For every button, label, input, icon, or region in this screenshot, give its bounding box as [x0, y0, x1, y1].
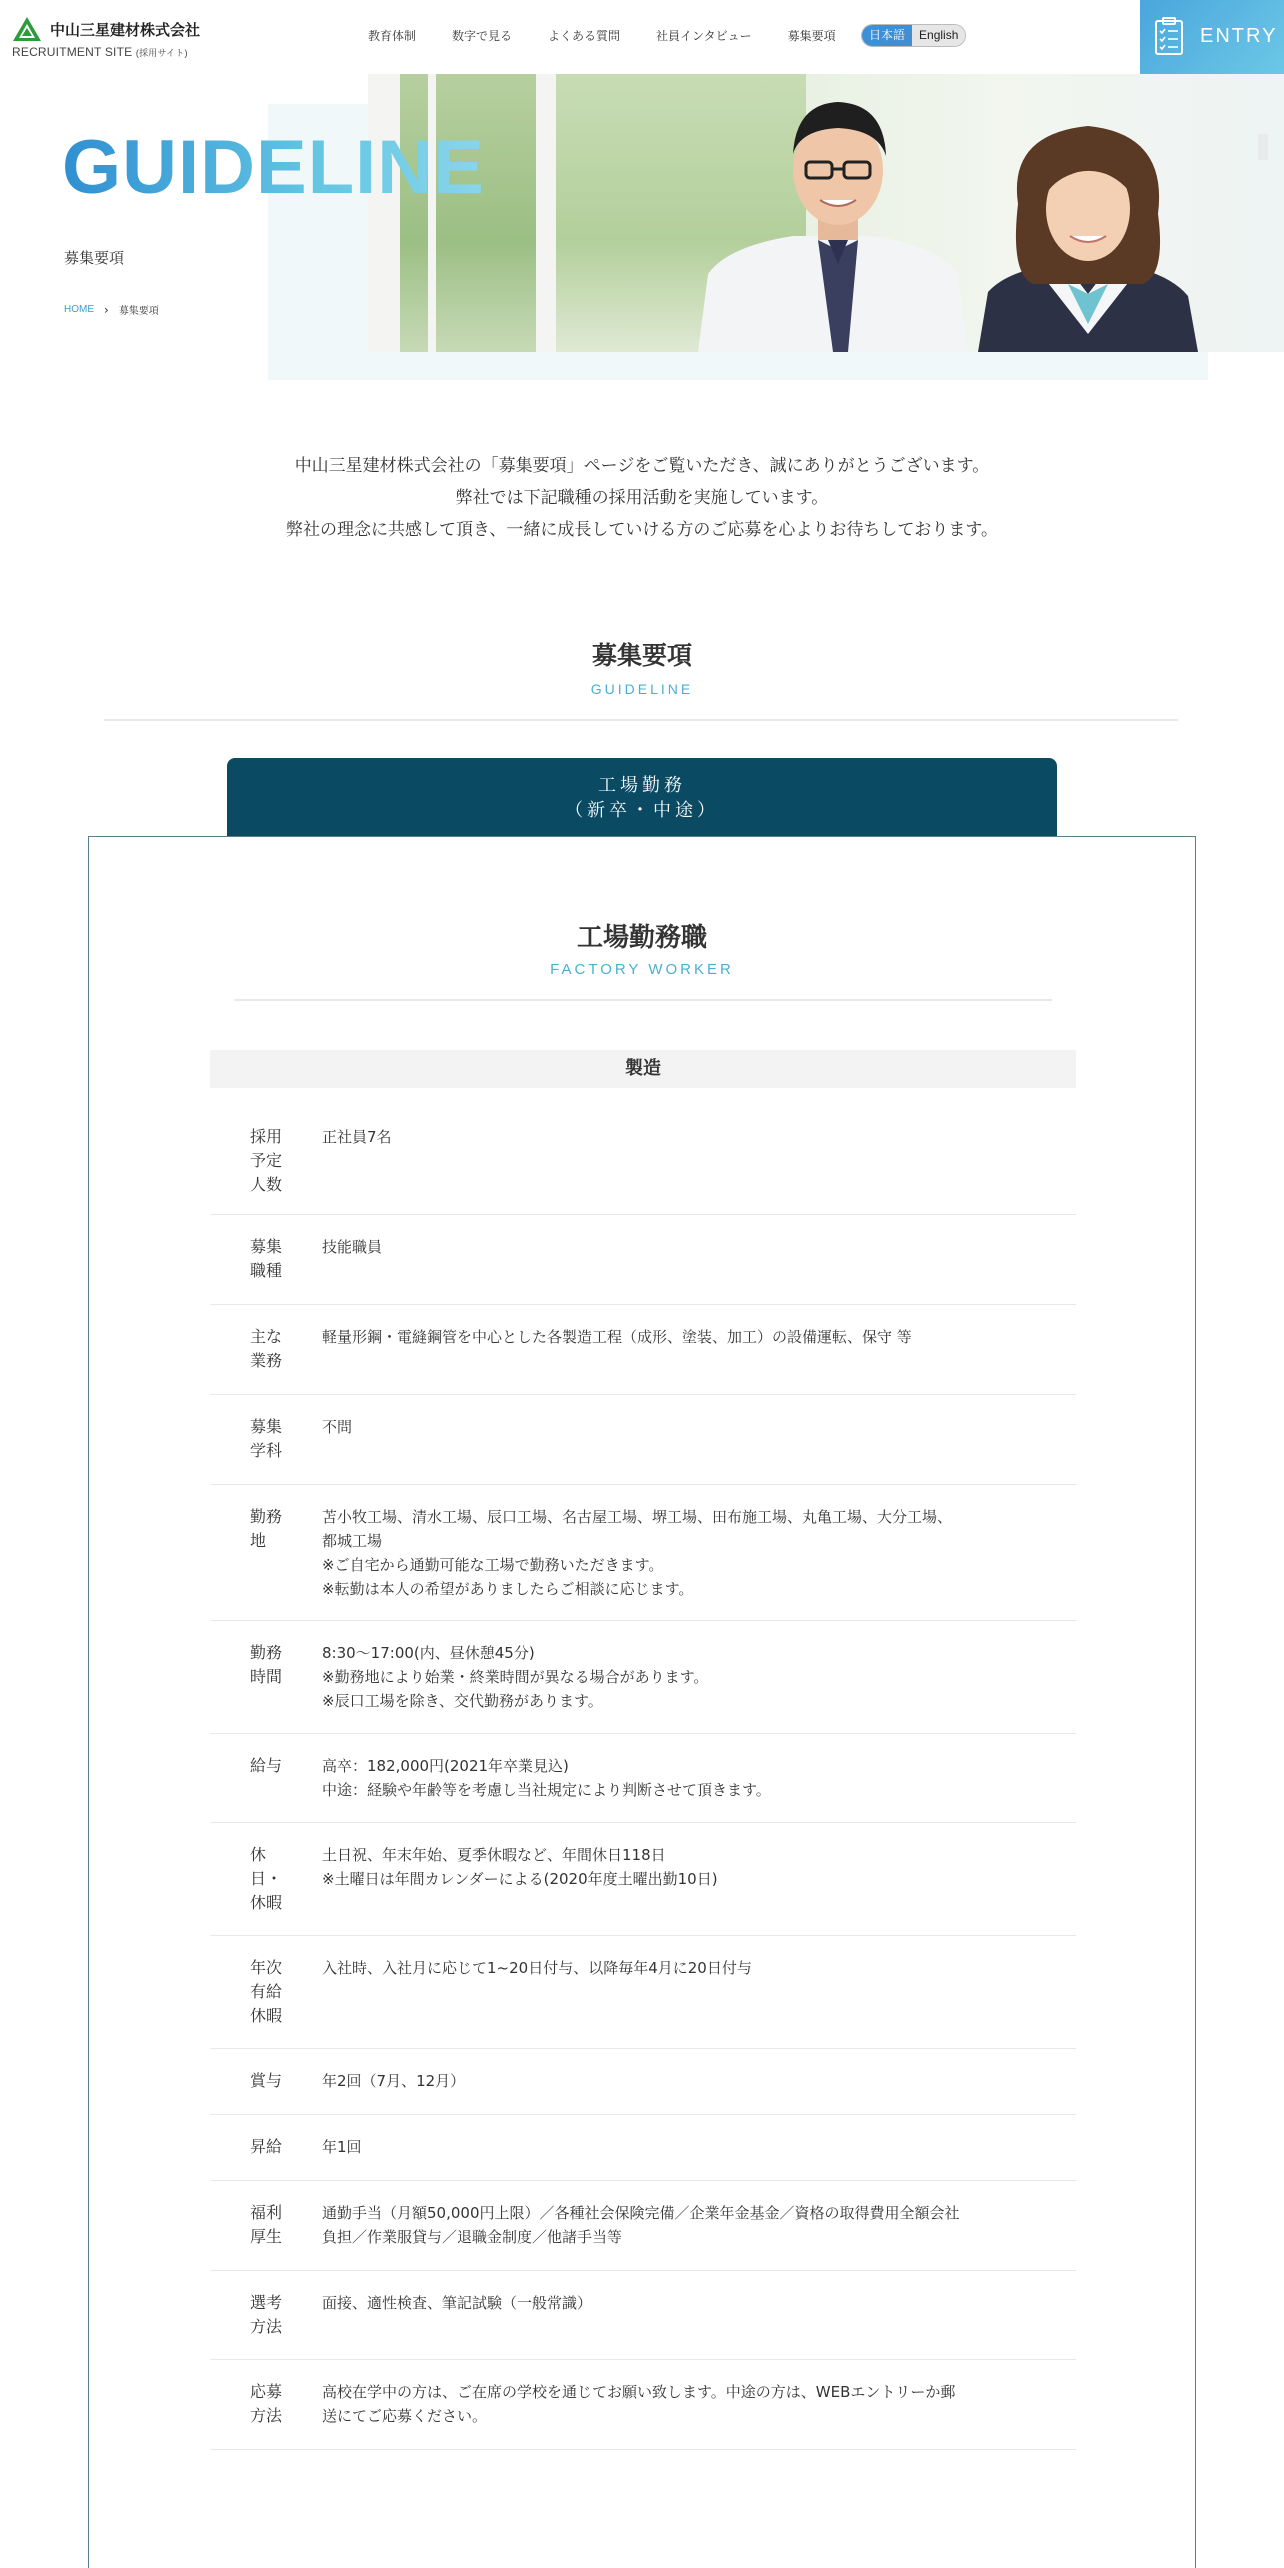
detail-row-value	[322, 1325, 1076, 1394]
detail-row-value	[322, 2380, 1076, 2449]
detail-row-label-text: 募集	[250, 1417, 283, 1436]
detail-row-label-text: 年次	[250, 1958, 283, 1977]
site-header	[0, 0, 1284, 74]
detail-row-value-line: 高卒：182,000円(2021年卒業見込)	[322, 1757, 569, 1775]
section-title: 募集要項	[591, 641, 692, 670]
detail-row-label	[210, 2135, 322, 2180]
detail-row-value-line: 正社員7名	[322, 1128, 392, 1146]
detail-row-label	[210, 2291, 322, 2359]
detail-row-value	[322, 1415, 1076, 1484]
tab-label-line1: 工場勤務	[598, 775, 686, 796]
job-category: 製造	[210, 1050, 1076, 1088]
detail-row-label-text: 応募	[250, 2382, 283, 2401]
detail-row-label-text: 地	[250, 1531, 267, 1550]
breadcrumb-home[interactable]: HOME	[64, 304, 94, 315]
detail-row	[210, 2115, 1076, 2181]
detail-row-label	[210, 1415, 322, 1484]
detail-row-value	[322, 1125, 1076, 1214]
detail-row-value-line: 土日祝、年末年始、夏季休暇など、年間休日118日	[322, 1846, 666, 1864]
detail-row	[210, 2360, 1076, 2450]
lang-english[interactable]: English	[912, 25, 965, 46]
detail-row-label-text: 休暇	[250, 1893, 283, 1912]
entry-label: ENTRY	[1200, 25, 1278, 47]
logo-company-name: 中山三星建材株式会社	[50, 21, 201, 39]
detail-row-label	[210, 1235, 322, 1304]
logo-subtitle	[12, 45, 188, 59]
detail-row-value	[322, 1843, 1076, 1935]
detail-row-value-line: ※辰口工場を除き、交代勤務があります。	[322, 1692, 603, 1710]
detail-row-label-text: 福利	[250, 2203, 283, 2222]
detail-row-label-text: 日・	[250, 1869, 283, 1888]
detail-row-label-text: 方法	[250, 2406, 283, 2425]
detail-row-label-text: 昇給	[250, 2137, 283, 2156]
job-title-en: FACTORY WORKER	[550, 961, 734, 978]
section-divider	[104, 719, 1178, 721]
detail-row	[210, 2181, 1076, 2271]
detail-row	[210, 1215, 1076, 1305]
detail-row-label-text: 有給	[250, 1982, 283, 2001]
detail-row-label-text: 勤務	[250, 1643, 283, 1662]
detail-row-label	[210, 2201, 322, 2270]
detail-row-label-text: 給与	[250, 1756, 283, 1775]
detail-row-value-line: 苫小牧工場、清水工場、辰口工場、名古屋工場、堺工場、田布施工場、丸亀工場、大分工場、	[322, 1508, 953, 1526]
detail-row-label	[210, 1641, 322, 1733]
detail-row-label-text: 方法	[250, 2317, 283, 2336]
detail-row-value-line: 中途：経験や年齢等を考慮し当社規定により判断させて頂きます。	[322, 1781, 771, 1799]
window-frame	[428, 74, 436, 352]
detail-row-label-text: 休暇	[250, 2006, 283, 2025]
detail-row	[210, 1103, 1076, 1215]
detail-row-label-text: 採用	[250, 1127, 283, 1146]
hero-title: GUIDELINE	[62, 125, 485, 210]
detail-row-label-text: 業務	[250, 1351, 283, 1370]
detail-row-value-line: ※ご自宅から通勤可能な工場で勤務いただきます。	[322, 1556, 664, 1574]
detail-row-label-text: 選考	[250, 2293, 283, 2312]
section-subtitle-en: GUIDELINE	[590, 681, 694, 697]
hero-subtitle: 募集要項	[64, 249, 125, 267]
detail-row-label	[210, 1754, 322, 1822]
main-nav	[368, 27, 872, 44]
detail-row-value-line: 高校在学中の方は、ご在席の学校を通じてお願い致します。中途の方は、WEBエントリーか郵	[322, 2383, 956, 2401]
logo-sub-text: RECRUITMENT SITE	[12, 45, 133, 59]
detail-row-label-text: 主な	[250, 1327, 283, 1346]
staff-photo	[688, 74, 1284, 352]
detail-row-value	[322, 2291, 1076, 2359]
detail-row	[210, 1823, 1076, 1936]
detail-row-value	[322, 1641, 1076, 1733]
detail-row-label-text: 休	[250, 1845, 267, 1864]
language-switcher	[861, 24, 966, 47]
intro-line: 中山三星建材株式会社の「募集要項」ページをご覧いただき、誠にありがとうございます。	[294, 456, 990, 476]
detail-row-value	[322, 1505, 1076, 1620]
tab-factory-work[interactable]	[227, 758, 1057, 838]
detail-row-value	[322, 2069, 1076, 2114]
window-pane	[400, 74, 428, 352]
detail-row-value-line: ※転勤は本人の希望がありましたらご相談に応じます。	[322, 1580, 694, 1598]
detail-row-value-line: 軽量形鋼・電縫鋼管を中心とした各製造工程（成形、塗装、加工）の設備運転、保守 等	[322, 1328, 912, 1346]
detail-row-value-line: 入社時、入社月に応じて1~20日付与、以降毎年4月に20日付与	[322, 1959, 752, 1977]
job-details-table	[210, 1103, 1076, 2450]
breadcrumb-current: 募集要項	[118, 306, 159, 317]
detail-row-label	[210, 1843, 322, 1935]
detail-row-value	[322, 1956, 1076, 2048]
detail-row	[210, 2049, 1076, 2115]
detail-row-value-line: 年1回	[322, 2138, 362, 2156]
detail-row-value	[322, 2135, 1076, 2180]
detail-row-label-text: 募集	[250, 1237, 283, 1256]
nav-guideline[interactable]: 募集要項	[787, 29, 836, 43]
detail-row-label	[210, 1505, 322, 1620]
detail-row-value-line: 面接、適性検査、筆記試験（一般常識）	[322, 2294, 593, 2312]
nav-numbers[interactable]: 数字で見る	[452, 29, 513, 43]
clipboard-checklist-icon	[1154, 16, 1184, 56]
lang-japanese[interactable]: 日本語	[862, 25, 912, 46]
job-title: 工場勤務職	[576, 923, 707, 953]
detail-row-label	[210, 1325, 322, 1394]
detail-row-label-text: 時間	[250, 1667, 283, 1686]
detail-row-value	[322, 2201, 1076, 2270]
detail-row-value	[322, 1235, 1076, 1304]
nav-faq[interactable]: よくある質問	[548, 29, 621, 43]
detail-row	[210, 1621, 1076, 1734]
window-frame	[536, 74, 556, 352]
nav-education[interactable]: 教育体制	[368, 29, 417, 43]
detail-row-value-line: 8:30〜17:00(内、昼休憩45分)	[322, 1644, 535, 1662]
detail-row-value-line: ※勤務地により始業・終業時間が異なる場合があります。	[322, 1668, 709, 1686]
intro-line: 弊社の理念に共感して頂き、一緒に成長していける方のご応募を心よりお待ちしております。	[286, 520, 998, 540]
logo-sub-small: (採用サイト)	[135, 48, 188, 58]
detail-row-value-line: 送にてご応募ください。	[322, 2407, 488, 2425]
detail-row-label	[210, 2069, 322, 2114]
detail-row	[210, 1305, 1076, 1395]
detail-row	[210, 1485, 1076, 1621]
detail-row-value-line: 年2回（7月、12月）	[322, 2072, 466, 2090]
detail-row-label-text: 厚生	[250, 2227, 283, 2246]
intro-text	[0, 450, 1284, 546]
window-pane	[436, 74, 536, 352]
detail-row-value	[322, 1754, 1076, 1822]
detail-row-label-text: 学科	[250, 1441, 283, 1460]
detail-row-value-line: ※土曜日は年間カレンダーによる(2020年度土曜出勤10日)	[322, 1870, 718, 1888]
job-panel	[88, 836, 1196, 2568]
detail-row-value-line: 技能職員	[322, 1238, 383, 1256]
detail-row-label-text: 予定	[250, 1151, 283, 1170]
detail-row-label-text: 職種	[250, 1261, 283, 1280]
detail-row	[210, 1734, 1076, 1823]
tab-label-line2: （新卒・中途）	[565, 800, 719, 821]
detail-row-value-line: 通勤手当（月額50,000円上限）／各種社会保険完備／企業年金基金／資格の取得費用全額会社	[322, 2204, 960, 2222]
logo-triangle-icon	[12, 16, 42, 42]
hero-photo	[368, 74, 1284, 352]
breadcrumb	[64, 302, 159, 317]
detail-row-label-text: 人数	[250, 1175, 283, 1194]
job-divider	[234, 999, 1052, 1001]
chevron-right-icon: ›	[104, 302, 109, 317]
detail-row	[210, 2271, 1076, 2360]
detail-row-label-text: 賞与	[250, 2071, 283, 2090]
detail-row-label-text: 勤務	[250, 1507, 283, 1526]
nav-interview[interactable]: 社員インタビュー	[656, 29, 752, 43]
detail-row-value-line: 負担／作業服貸与／退職金制度／他諸手当等	[322, 2228, 623, 2246]
detail-row-value-line: 都城工場	[322, 1532, 383, 1550]
detail-row-label	[210, 1956, 322, 2048]
detail-row-value-line: 不問	[322, 1418, 353, 1436]
intro-line: 弊社では下記職種の採用活動を実施しています。	[455, 488, 829, 508]
detail-row-label	[210, 1125, 322, 1214]
detail-row	[210, 1395, 1076, 1485]
detail-row	[210, 1936, 1076, 2049]
entry-button[interactable]	[1140, 0, 1284, 74]
window-frame	[368, 74, 400, 352]
detail-row-label	[210, 2380, 322, 2449]
